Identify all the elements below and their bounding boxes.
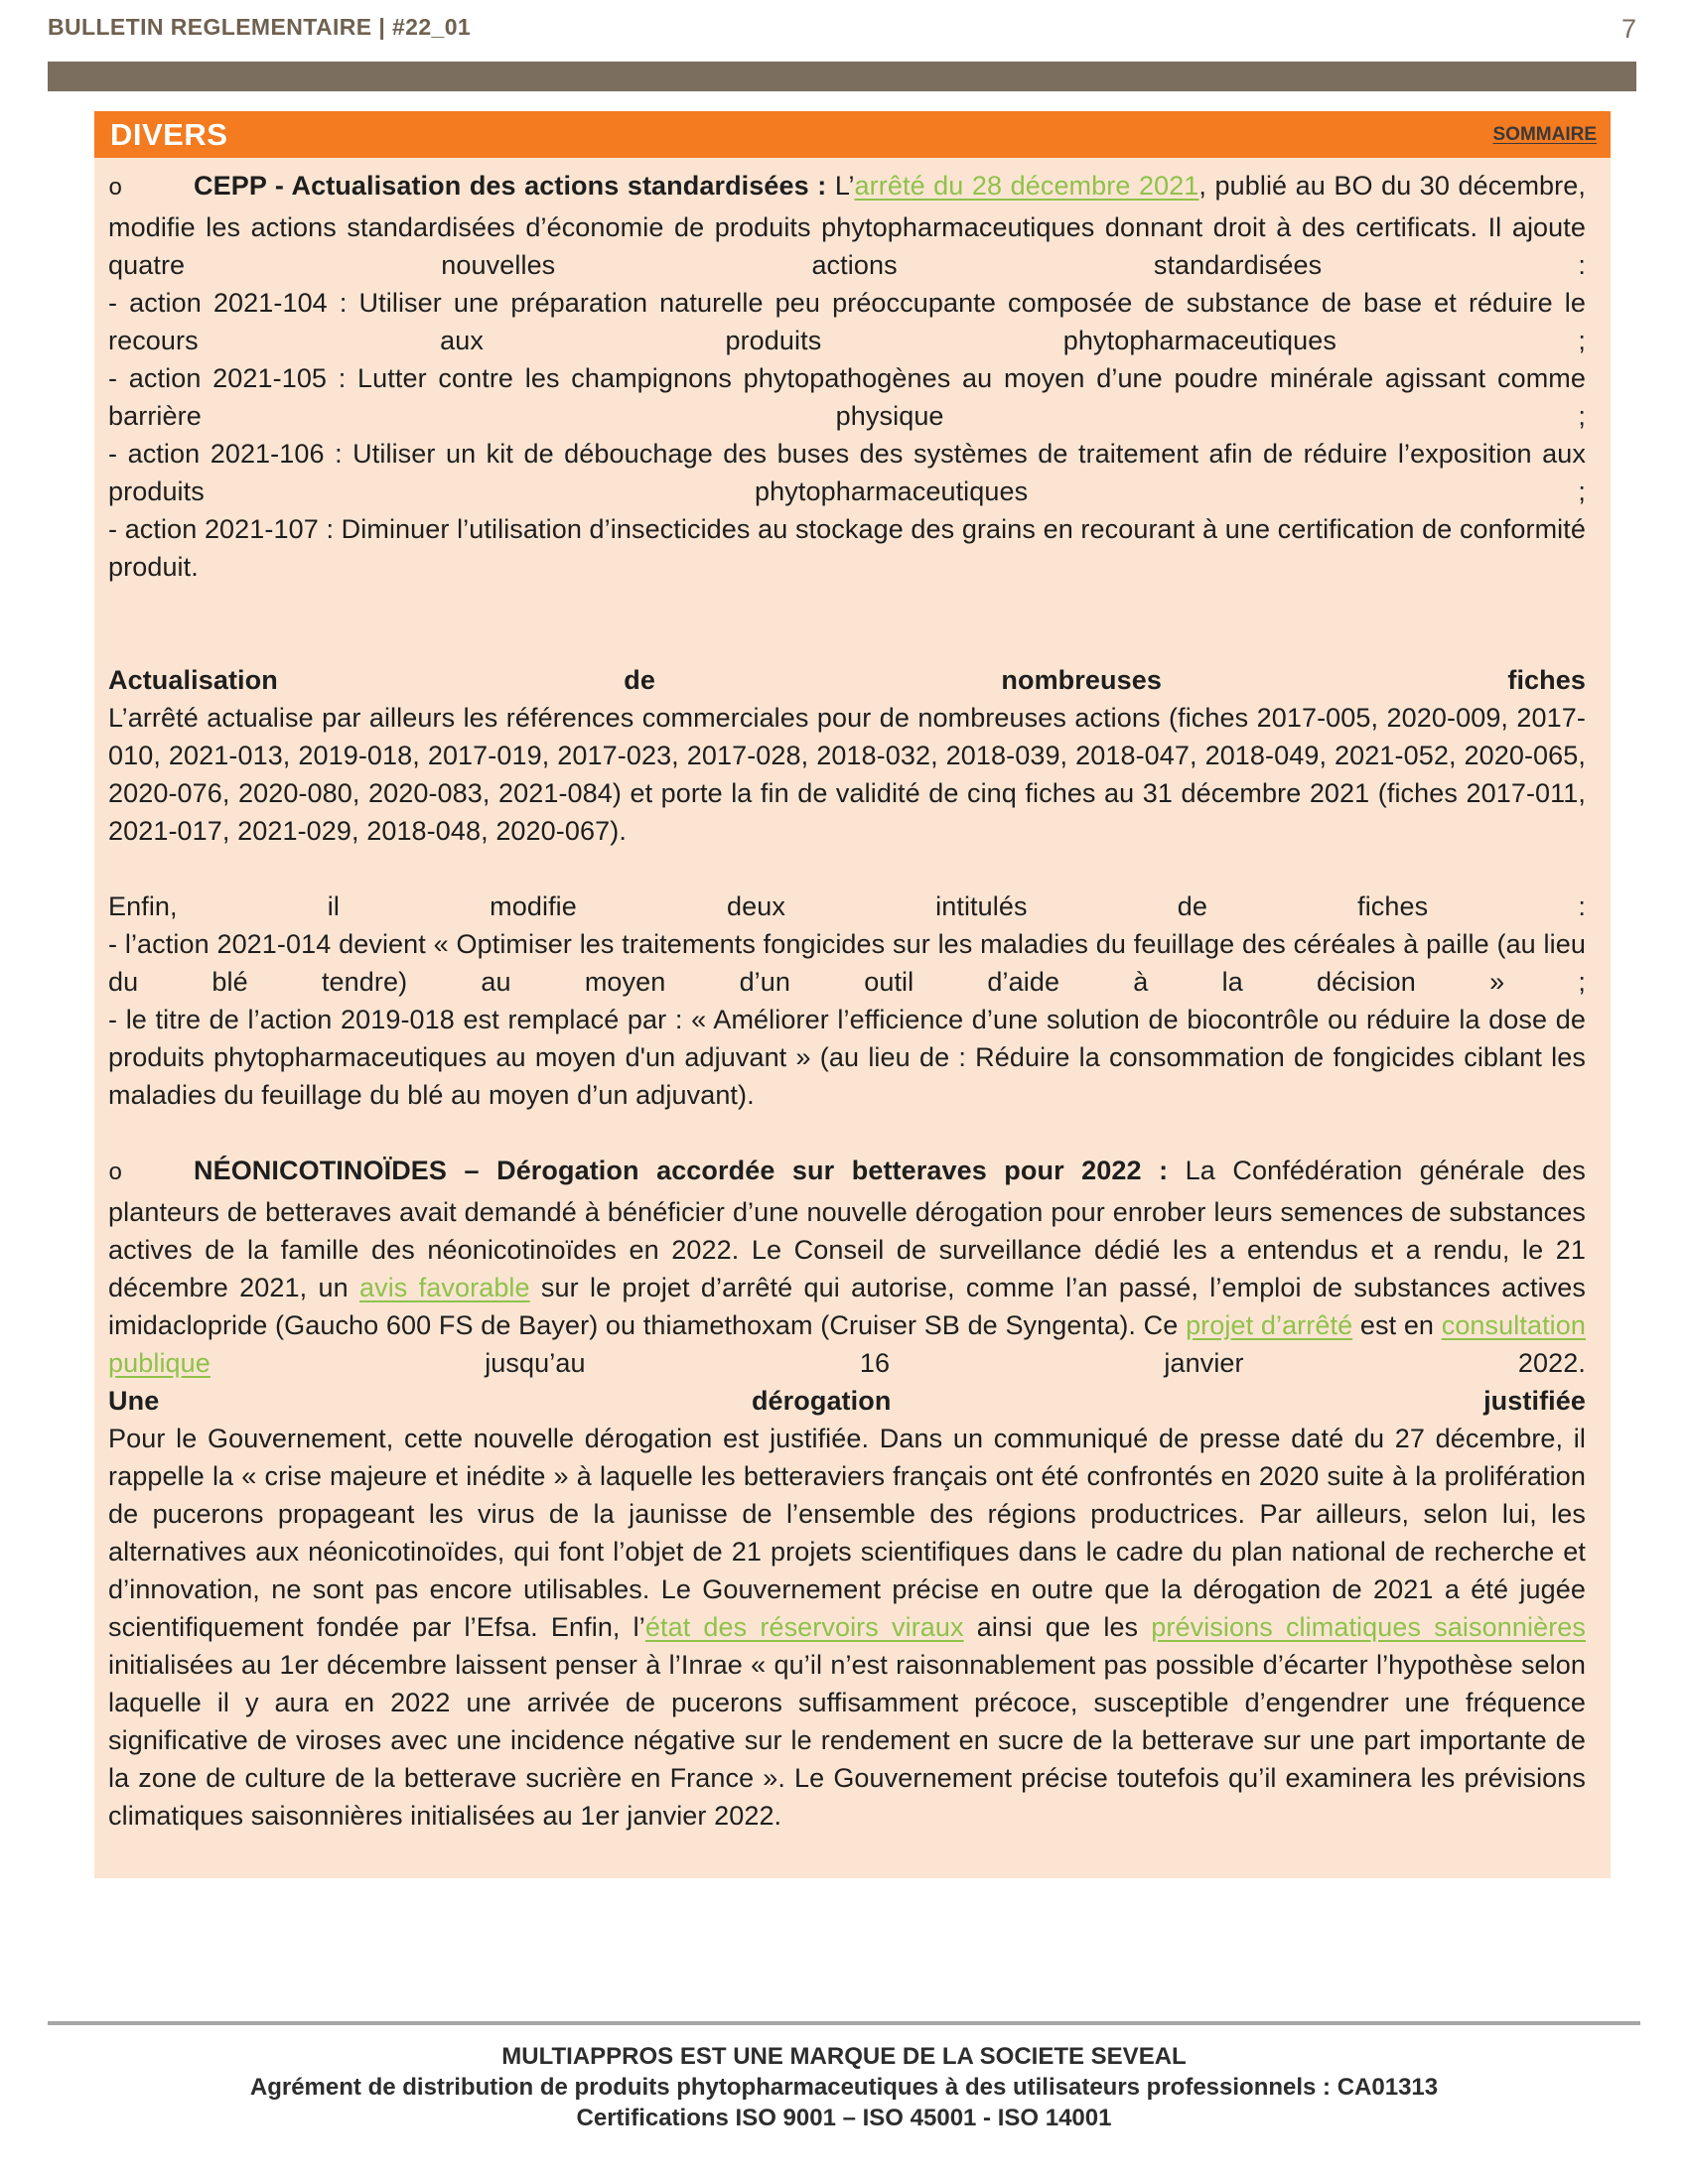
- text-run: L’arrêté actualise par ailleurs les références commerciales pour de nombreuses actions (fiches 2017-005, 2020-009, 2017-010, 2021-013, 2019-018, 2017-019, 2017-023, 2017-028, 2018-032, 2018-039, 2018-047, 2018-049, 2021-052, 2020-065, 2020-076, 2020-080, 2020-083, 2021-084) et porte la fin de validité de cinq fiches au 31 décembre 2021 (fiches 2017-011, 2021-017, 2021-029, 2018-048, 2020-067).: [108, 703, 1586, 846]
- content-heading: [108, 1382, 1586, 1420]
- blank-spacer: [108, 586, 1586, 661]
- content-heading: [108, 661, 1586, 699]
- blank-spacer: [108, 850, 1586, 887]
- blank-spacer: [108, 1114, 1586, 1152]
- text-run: - action 2021-107 : Diminuer l’utilisation d’insecticides au stockage des grains en recourant à une certification de conformité produit.: [108, 514, 1586, 582]
- page-footer: [0, 2041, 1688, 2133]
- text-run: - action 2021-106 : Utiliser un kit de débouchage des buses des systèmes de traitement afin de réduire l’exposition aux produits phytopharmaceutiques ;: [108, 439, 1586, 506]
- page-number: 7: [1620, 14, 1636, 44]
- section-title: DIVERS: [110, 116, 228, 152]
- content-paragraph: [108, 284, 1586, 359]
- content-paragraph: [108, 359, 1586, 435]
- text-run: - action 2021-104 : Utiliser une préparation naturelle peu préoccupante composée de substance de base et réduire le recours aux produits phytopharmaceutiques ;: [108, 288, 1586, 355]
- section-header: [94, 111, 1611, 158]
- text-run: ainsi que les: [963, 1612, 1152, 1642]
- hyperlink[interactable]: prévisions climatiques saisonnières: [1151, 1612, 1587, 1642]
- text-run: La Confédération générale des planteurs de betteraves avait demandé à bénéficier d’une nouvelle dérogation pour enrober leurs semences de substances actives de la famille des néonicotinoïdes en 2022. Le Conseil de surveillance dédié les a entendus et a rendu, le 21 décembre 2021, un: [108, 1156, 1586, 1302]
- footer-divider-line: [48, 2021, 1640, 2025]
- content-paragraph: [108, 435, 1586, 510]
- text-run: Enfin, il modifie deux intitulés de fiches :: [108, 891, 1586, 921]
- hyperlink[interactable]: projet d’arrêté: [1186, 1310, 1353, 1340]
- hyperlink[interactable]: état des réservoirs viraux: [644, 1612, 964, 1642]
- text-run: Une dérogation justifiée: [108, 1386, 1586, 1416]
- text-run: NÉONICOTINOÏDES – Dérogation accordée sur betteraves pour 2022 :: [194, 1156, 1186, 1185]
- text-run: CEPP - Actualisation des actions standardisées :: [194, 171, 835, 201]
- hyperlink[interactable]: avis favorable: [358, 1273, 530, 1302]
- sommaire-link[interactable]: SOMMAIRE: [1492, 123, 1597, 145]
- text-run: Pour le Gouvernement, cette nouvelle dérogation est justifiée. Dans un communiqué de presse daté du 27 décembre, il rappelle la « crise majeure et inédite » à laquelle les betteraviers français ont été confrontés en 2020 suite à la prolifération de pucerons propageant les virus de la jaunisse de l’ensemble des régions productrices. Par ailleurs, selon lui, les alternatives aux néonicotinoïdes, qui font l’objet de 21 projets scientifiques dans le cadre du plan national de recherche et d’innovation, ne sont pas encore utilisables. Le Gouvernement précise en outre que la dérogation de 2021 a été jugée scientifiquement fondée par l’Efsa. Enfin, l’: [108, 1424, 1586, 1642]
- text-run: - action 2021-105 : Lutter contre les champignons phytopathogènes au moyen d’une poudre minérale agissant comme barrière physique ;: [108, 363, 1586, 431]
- text-run: - le titre de l’action 2019-018 est remplacé par : « Améliorer l’efficience d’une solution de biocontrôle ou réduire la dose de produits phytopharmaceutiques au moyen d'un adjuvant » (au lieu de : Réduire la consommation de fongicides ciblant les maladies du feuillage du blé au moyen d’un adjuvant).: [108, 1005, 1586, 1110]
- divers-section: [94, 111, 1611, 1878]
- content-blocks: [94, 158, 1611, 1878]
- content-paragraph: [108, 167, 1586, 284]
- content-paragraph: [108, 1420, 1586, 1835]
- text-run: jusqu’au 16 janvier 2022.: [210, 1348, 1586, 1378]
- content-paragraph: [108, 1001, 1586, 1114]
- page-header-title: BULLETIN REGLEMENTAIRE | #22_01: [48, 14, 472, 40]
- footer-line-certifications: Certifications ISO 9001 – ISO 45001 - ISO 14001: [576, 2105, 1112, 2131]
- hyperlink[interactable]: consultation publique: [108, 1310, 1587, 1378]
- content-paragraph: [108, 699, 1586, 850]
- hyperlink[interactable]: arrêté du 28 décembre 2021: [854, 171, 1199, 201]
- text-run: initialisées au 1er décembre laissent penser à l’Inrae « qu’il n’est raisonnablement pas possible d’écarter l’hypothèse selon laquelle il y aura en 2022 une arrivée de pucerons suffisamment précoce, susceptible d’engendrer une fréquence significative de viroses avec une incidence négative sur le rendement en sucre de la betterave sur une part importante de la zone de culture de la betterave sucrière en France ». Le Gouvernement précise toutefois qu’il examinera les prévisions climatiques saisonnières initialisées au 1er janvier 2022.: [108, 1650, 1586, 1831]
- footer-line-agrement: Agrément de distribution de produits phytopharmaceutiques à des utilisateurs professionnels : CA01313: [249, 2074, 1439, 2101]
- content-paragraph: [108, 925, 1586, 1001]
- content-paragraph: [108, 510, 1586, 586]
- text-run: , publié au BO du 30 décembre, modifie les actions standardisées d’économie de produits phytopharmaceutiques donnant droit à des certificats. Il ajoute quatre nouvelles actions standardisées :: [108, 171, 1586, 280]
- text-run: est en: [1352, 1310, 1442, 1340]
- content-paragraph: [108, 1152, 1586, 1382]
- list-bullet: o: [108, 1160, 123, 1187]
- list-bullet: o: [108, 176, 123, 203]
- text-run: L’: [834, 171, 855, 201]
- content-paragraph: [108, 887, 1586, 925]
- text-run: Actualisation de nombreuses fiches: [108, 665, 1586, 695]
- text-run: sur le projet d’arrêté qui autorise, comme l’an passé, l’emploi de substances actives imidaclopride (Gaucho 600 FS de Bayer) ou thiamethoxam (Cruiser SB de Syngenta). Ce: [108, 1273, 1586, 1340]
- footer-line-brand: MULTIAPPROS EST UNE MARQUE DE LA SOCIETE SEVEAL: [501, 2043, 1187, 2070]
- text-run: - l’action 2021-014 devient « Optimiser les traitements fongicides sur les maladies du feuillage des céréales à paille (au lieu du blé tendre) au moyen d’un outil d’aide à la décision » ;: [108, 929, 1586, 997]
- header-divider-bar: [48, 62, 1636, 91]
